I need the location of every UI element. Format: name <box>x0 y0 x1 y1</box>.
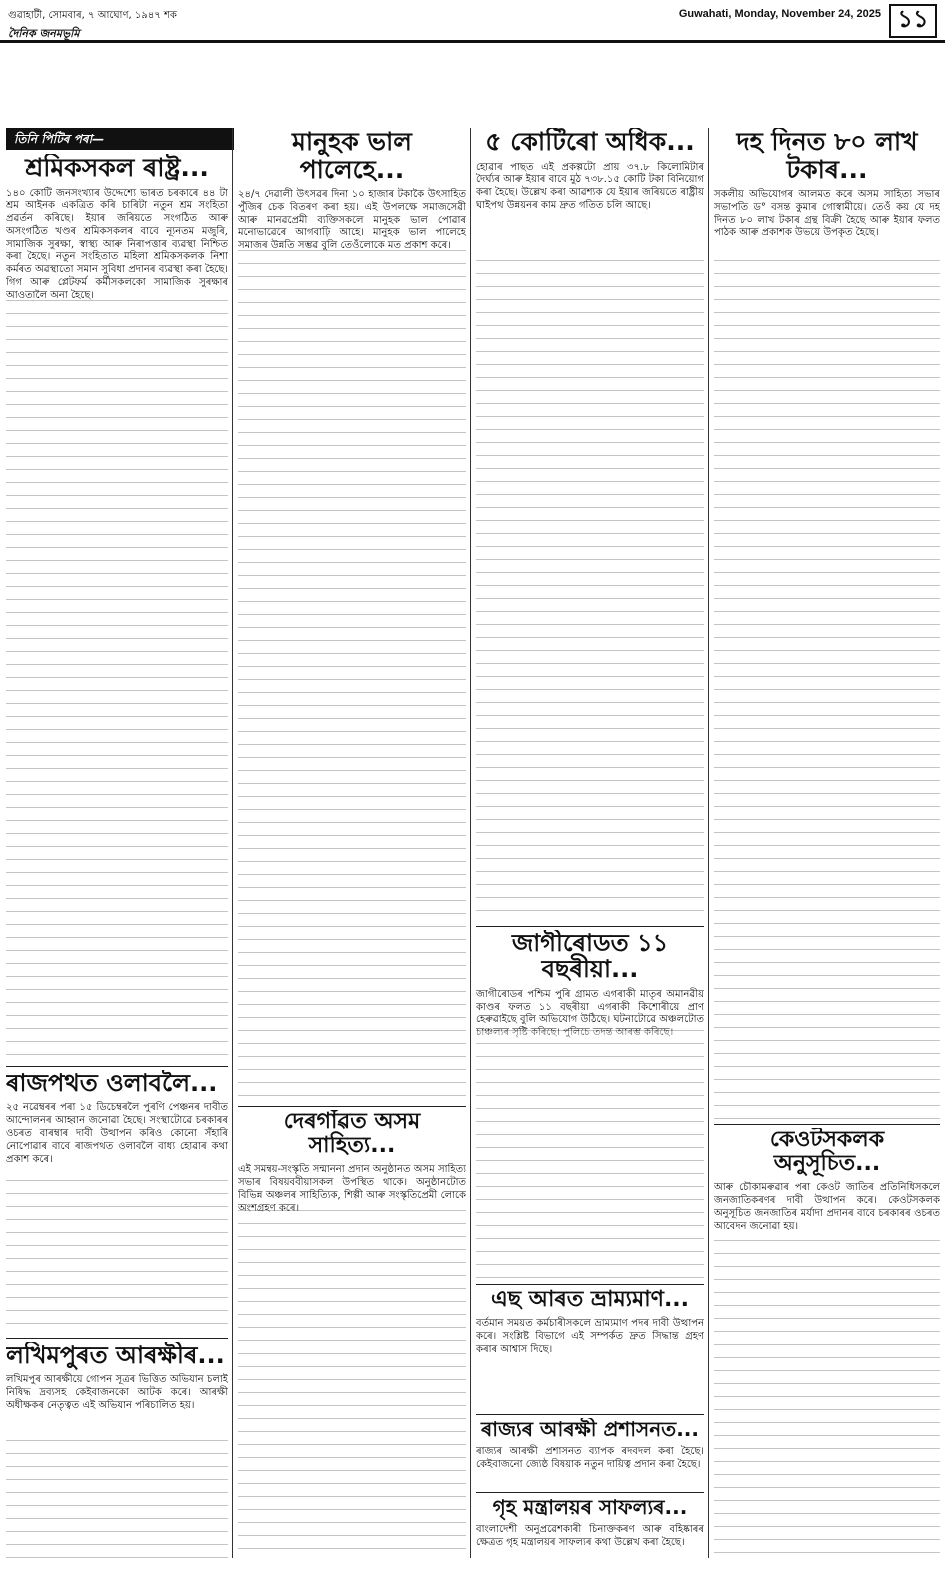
article-body: ২৪/৭ দেৱালী উৎসৱৰ দিনা ১০ হাজাৰ টকাকৈ উৎসাহিত পুঁজিৰ চেক বিতৰণ কৰা হয়। এই উপলক্ষে সমাজসেৱী আৰু মানৱপ্ৰেমী ব্যক্তিসকলে মানুহক ভাল পোৱাৰ মনোভাৱেৰে আগবাঢ়ি আহে। মানুহক ভাল পালেহে সমাজৰ উন্নতি সম্ভৱ বুলি তেওঁলোকে মত প্ৰকাশ কৰে। <box>238 189 466 252</box>
masthead <box>0 0 945 42</box>
column-divider <box>708 128 709 1558</box>
article-es-ar <box>476 1288 704 1408</box>
masthead-rule <box>0 40 945 43</box>
article-text-block <box>6 300 228 1060</box>
headline: ৰাজপথত ওলাবলৈ... <box>6 1070 218 1097</box>
paper-name: দৈনিক জনমভূমি <box>8 27 80 40</box>
headline: গৃহ মন্ত্ৰালয়ৰ সাফল্যৰ... <box>492 1496 688 1519</box>
article-body: এই সমন্বয়-সংস্কৃতি সন্মাননা প্ৰদান অনুষ্ঠানত অসম সাহিত্য সভাৰ বিষয়ববীয়াসকল উপস্থিত থাকে। অনুষ্ঠানটোত বিভিন্ন অঞ্চলৰ সাহিত্যিক, শিল্পী আৰু সংস্কৃতিপ্ৰেমী লোকে অংশগ্ৰহণ কৰে। <box>238 1164 466 1214</box>
article-text-block <box>714 260 940 1120</box>
article-divider <box>714 1124 940 1125</box>
article-text-block <box>6 1440 228 1562</box>
headline: মানুহক ভাল পালেহে... <box>292 128 412 184</box>
article-body: ১৪০ কোটি জনসংখ্যাৰ উদ্দেশ্যে ভাৰত চৰকাৰে ৪৪ টা শ্ৰম আইনক একত্ৰিত কৰি চাৰিটা নতুন শ্ৰম সংহিতা প্ৰৱৰ্তন কৰিছে। ইয়াৰ জৰিয়তে সংগঠিত আৰু অসংগঠিত খণ্ডৰ শ্ৰমিকসকলৰ বাবে ন্যূনতম মজুৰি, সামাজিক সুৰক্ষা, স্বাস্থ্য আৰু নিৰাপত্তাৰ ব্যৱস্থা নিশ্চিত কৰা হৈছে। নতুন সংহিতাত মহিলা শ্ৰমিকসকলক নিশা কৰ্মৰত অৱস্থাতো সমান সুবিধা প্ৰদানৰ ব্যৱস্থা কৰা হৈছে। গিগ আৰু প্লেটফৰ্ম কৰ্মীসকলকো সামাজিক সুৰক্ষাৰ আওতালৈ অনা হৈছে। <box>6 187 228 301</box>
headline: ৰাজ্যৰ আৰক্ষী প্ৰশাসনত... <box>481 1418 699 1441</box>
headline: কেওটসকলক অনুসূচিত... <box>769 1128 885 1177</box>
date-assamese: গুৱাহাটী, সোমবাৰ, ৭ আঘোণ, ১৯৪৭ শক <box>8 10 177 21</box>
article-divider <box>476 1414 704 1415</box>
headline: ৫ কোটিৰো অধিক... <box>485 128 695 156</box>
headline: এছ আৰত ভ্ৰাম্যমাণ... <box>490 1288 690 1312</box>
article-divider <box>476 1492 704 1493</box>
article-text-block <box>238 1210 466 1560</box>
article-body: সকলীয় অভিযোগৰ আলমত কৰে অসম সাহিত্য সভাৰ সভাপতি ড° বসন্ত কুমাৰ গোস্বামীয়ে। তেওঁ কয় যে দহ দিনত ৮০ লাখ টকাৰ গ্ৰন্থ বিক্ৰী হৈছে আৰু ইয়াৰ ফলত পাঠক আৰু প্ৰকাশক উভয়ে উপকৃত হৈছে। <box>714 189 940 239</box>
headline: দেৰগাঁৱত অসম সাহিত্য... <box>283 1110 421 1159</box>
article-divider <box>476 926 704 927</box>
article-body: হোৱাৰ পাছত এই প্ৰকল্পটো প্ৰায় ৩৭.৮ কিলোমিটাৰ দৈৰ্ঘ্যৰ আৰু ইয়াৰ বাবে মুঠ ৭৩৮.১৫ কোটি টকা বিনিয়োগ কৰা হৈছে। উল্লেখ কৰা আৱশ্যক যে ইয়াৰ জৰিয়তে ৰাষ্ট্ৰীয় ঘাইপথ উন্নয়নৰ কাম দ্ৰুত গতিত চলি আছে। <box>476 161 704 211</box>
section-label: তিনি পিটিৰ পৰা— <box>6 128 234 150</box>
date-english: Guwahati, Monday, November 24, 2025 <box>678 8 881 20</box>
column-divider <box>470 128 471 1558</box>
article-divider <box>6 1338 228 1339</box>
headline: দহ দিনত ৮০ লাখ টকাৰ... <box>736 128 918 184</box>
article-text-block <box>714 1240 940 1560</box>
page-number: ১১ <box>889 4 937 38</box>
article-divider <box>476 1284 704 1285</box>
headline: জাগীৰোডত ১১ বছৰীয়া... <box>511 930 669 984</box>
column-divider <box>232 128 233 1558</box>
article-text-block <box>476 1030 704 1280</box>
article-text-block <box>476 260 704 920</box>
headline: লখিমপুৰত আৰক্ষীৰ... <box>6 1342 225 1369</box>
article-body: লখিমপুৰ আৰক্ষীয়ে গোপন সূত্ৰৰ ভিত্তিত অভিযান চলাই নিষিদ্ধ দ্ৰব্যসহ কেইবাজনকো আটক কৰে। আৰক্ষী অধীক্ষকৰ নেতৃত্বত এই অভিযান পৰিচালিত হয়। <box>6 1374 228 1411</box>
article-divider <box>6 1066 228 1067</box>
article-body: বাংলাদেশী অনুপ্ৰৱেশকাৰী চিনাক্তকৰণ আৰু বহিষ্কাৰৰ ক্ষেত্ৰত গৃহ মন্ত্ৰালয়ৰ সাফল্যৰ কথা উল্লেখ কৰা হৈছে। <box>476 1524 704 1548</box>
article-police <box>476 1418 704 1488</box>
article-body: আৰু চৌকামৰুৱাৰ পৰা কেওট জাতিৰ প্ৰতিনিধিসকলে জনজাতিকৰণৰ দাবী উত্থাপন কৰে। কেওটসকলক অনুসূচিত জনজাতিৰ মৰ্যাদা প্ৰদানৰ বাবে চৰকাৰৰ ওচৰত আবেদন জনোৱা হয়। <box>714 1182 940 1232</box>
article-body: ২৫ নৱেম্বৰৰ পৰা ১৫ ডিচেম্বৰলৈ পুৰণি পেঞ্চনৰ দাবীত আন্দোলনৰ আহ্বান জনোৱা হৈছে। সংস্থাটোৱে চৰকাৰৰ ওচৰত বাৰম্বাৰ দাবী উত্থাপন কৰিও কোনো সঁহাৰি নোপোৱাৰ বাবে ৰাজপথত ওলাবলৈ বাধ্য হোৱাৰ কথা প্ৰকাশ কৰে। <box>6 1102 228 1165</box>
article-text-block <box>238 250 466 1100</box>
article-divider <box>238 1106 466 1107</box>
article-body: ৰাজ্যৰ আৰক্ষী প্ৰশাসনত ব্যাপক ৰদবদল কৰা হৈছে। কেইবাজনো জ্যেষ্ঠ বিষয়াক নতুন দায়িত্ব প্ৰদান কৰা হৈছে। <box>476 1446 704 1470</box>
article-home-ministry <box>476 1496 704 1564</box>
article-body: জাগীৰোডৰ পশ্চিম পুৰি গ্ৰামত এগৰাকী মাতৃৰ অমানৱীয় কাণ্ডৰ ফলত ১১ বছৰীয়া এগৰাকী কিশোৰীয়ে প্ৰাণ হেৰুৱাইছে বুলি অভিযোগ উঠিছে। ঘটনাটোৱে অঞ্চলটোত চাঞ্চল্যৰ সৃষ্টি কৰিছে। পুলিচে তদন্ত আৰম্ভ কৰিছে। <box>476 988 704 1039</box>
headline: শ্ৰমিকসকল ৰাষ্ট্ৰ... <box>25 154 209 182</box>
article-body: বৰ্তমান সময়ত কৰ্মচাৰীসকলে ভ্ৰাম্যমাণ পদৰ দাবী উত্থাপন কৰে। সংশ্লিষ্ট বিভাগে এই সম্পৰ্কত দ্ৰুত সিদ্ধান্ত গ্ৰহণ কৰাৰ আশ্বাস দিছে। <box>476 1318 704 1355</box>
article-text-block <box>6 1180 228 1330</box>
